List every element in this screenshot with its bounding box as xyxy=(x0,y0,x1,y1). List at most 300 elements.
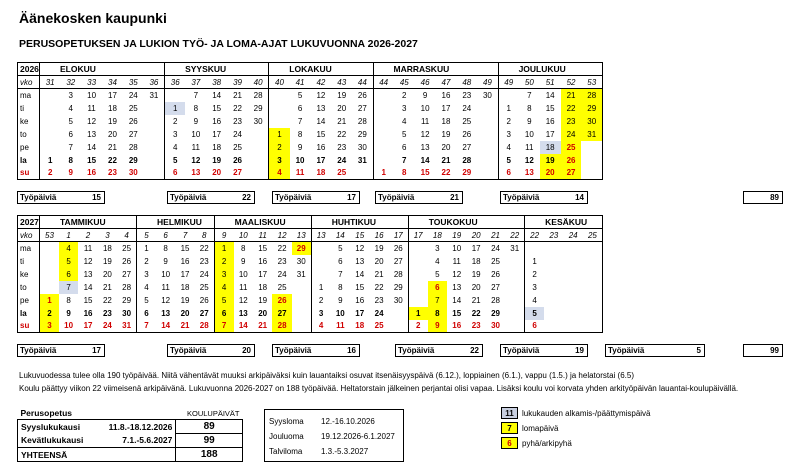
workdays-box xyxy=(500,191,588,204)
calendar-day: 18 xyxy=(102,243,112,253)
calendar-day: 3 xyxy=(498,128,519,141)
calendar-day: 3 xyxy=(40,320,59,333)
calendar-day: 3 xyxy=(68,90,73,100)
calendar-day: 20 xyxy=(258,308,268,318)
calendar-day: 28 xyxy=(122,282,132,292)
day-label: su xyxy=(18,320,40,333)
semester-total-value: 99 xyxy=(770,346,779,355)
calendar-day: 24 xyxy=(98,320,117,333)
calendar-day: 23 xyxy=(466,320,485,333)
calendar-day: 4 xyxy=(165,141,186,154)
calendar-day: 19 xyxy=(180,295,190,305)
workdays-box xyxy=(272,191,360,204)
calendar-day: 25 xyxy=(199,282,209,292)
calendar-day: 6 xyxy=(498,167,519,180)
calendar-day: 16 xyxy=(441,90,451,100)
organization-name: Äänekosken kaupunki xyxy=(19,10,167,26)
calendar-day xyxy=(583,320,603,333)
calendar-day: 11 xyxy=(290,167,311,180)
calendar-day xyxy=(583,255,603,268)
summary-col-heading: KOULUPÄIVÄT xyxy=(186,408,240,418)
calendar-day xyxy=(248,154,269,167)
week-number: 40 xyxy=(248,76,269,89)
calendar-day: 25 xyxy=(277,282,287,292)
calendar-day xyxy=(581,141,602,154)
calendar-day: 6 xyxy=(338,256,343,266)
calendar-day: 17 xyxy=(471,243,481,253)
semester-total xyxy=(743,344,783,357)
calendar-day xyxy=(40,242,59,255)
calendar-day xyxy=(477,167,498,180)
calendar-day xyxy=(373,89,394,102)
calendar-day: 28 xyxy=(462,155,472,165)
calendar-day xyxy=(40,102,61,115)
calendar-day: 29 xyxy=(456,167,477,180)
calendar-day: 21 xyxy=(471,295,481,305)
calendar-day: 16 xyxy=(81,167,102,180)
calendar-day: 5 xyxy=(165,154,186,167)
month-header: TOUKOKUU xyxy=(408,216,524,229)
calendar-day: 16 xyxy=(447,320,466,333)
calendar-day: 9 xyxy=(338,295,343,305)
calendar-day: 6 xyxy=(165,167,186,180)
week-number: 48 xyxy=(456,76,477,89)
calendar-day: 12 xyxy=(191,155,201,165)
calendar-day: 6 xyxy=(428,281,447,294)
calendar-day: 10 xyxy=(524,129,534,139)
calendar-day: 12 xyxy=(238,295,248,305)
calendar-day: 23 xyxy=(561,115,582,128)
calendar-day: 12 xyxy=(83,256,93,266)
calendar-day xyxy=(563,242,582,255)
calendar-day: 18 xyxy=(441,116,451,126)
calendar-day: 5 xyxy=(498,154,519,167)
week-number: 52 xyxy=(561,76,582,89)
week-number: 53 xyxy=(581,76,602,89)
week-number: 15 xyxy=(350,229,369,242)
workdays-count: 21 xyxy=(450,193,459,202)
calendar-day xyxy=(40,281,59,294)
calendar-day xyxy=(144,141,165,154)
calendar-day: 28 xyxy=(393,269,403,279)
calendar-day xyxy=(248,141,269,154)
calendar-day xyxy=(40,255,59,268)
week-number: 21 xyxy=(486,229,505,242)
calendar-day: 28 xyxy=(272,320,291,333)
calendar-day xyxy=(505,320,524,333)
calendar-day: 6 xyxy=(137,307,156,320)
semester-total-value: 89 xyxy=(770,193,779,202)
calendar-day: 15 xyxy=(258,243,268,253)
calendar-day: 1 xyxy=(137,242,156,255)
week-number: 13 xyxy=(292,229,311,242)
calendar-day xyxy=(292,281,311,294)
calendar-day xyxy=(144,115,165,128)
calendar-day: 27 xyxy=(491,282,500,292)
week-number: 38 xyxy=(206,76,227,89)
calendar-day: 2 xyxy=(214,255,233,268)
legend-swatch: 11 xyxy=(501,407,518,419)
calendar-day: 3 xyxy=(525,281,544,294)
week-number: 34 xyxy=(102,76,123,89)
calendar-day: 24 xyxy=(277,269,287,279)
calendar-day: 9 xyxy=(527,116,532,126)
calendar-day: 7 xyxy=(297,116,303,126)
calendar-day xyxy=(144,128,165,141)
month-header: ELOKUU xyxy=(40,63,165,76)
calendar-day: 1 xyxy=(498,102,519,115)
calendar-day: 10 xyxy=(161,269,171,279)
calendar-day: 31 xyxy=(510,243,520,253)
calendar-day xyxy=(583,307,603,320)
workdays-count: 20 xyxy=(242,346,251,355)
calendar-day: 3 xyxy=(137,268,156,281)
week-number: 44 xyxy=(373,76,394,89)
calendar-day: 3 xyxy=(402,103,407,113)
calendar-day xyxy=(477,115,498,128)
calendar-day: 10 xyxy=(452,243,462,253)
workdays-box xyxy=(17,344,105,357)
calendar-day: 8 xyxy=(428,307,447,320)
calendar-day: 19 xyxy=(258,295,268,305)
calendar-day: 16 xyxy=(258,256,268,266)
workdays-count: 5 xyxy=(696,346,701,355)
calendar-day xyxy=(477,128,498,141)
calendar-day: 20 xyxy=(540,167,561,180)
calendar-day: 5 xyxy=(137,294,156,307)
month-header: JOULUKUU xyxy=(498,63,602,76)
workdays-label: Työpäiviä xyxy=(20,193,57,202)
calendar-day xyxy=(352,167,373,180)
calendar-day xyxy=(505,294,524,307)
week-number: 19 xyxy=(447,229,466,242)
calendar-day: 9 xyxy=(241,256,246,266)
legend-text: pyhä/arkipyhä xyxy=(522,438,572,448)
calendar-day: 23 xyxy=(102,167,123,180)
workdays-label: Työpäiviä xyxy=(20,346,57,355)
calendar-day: 14 xyxy=(212,90,222,100)
calendar-day: 18 xyxy=(350,320,369,333)
calendar-day: 11 xyxy=(161,282,170,292)
calendar-day: 12 xyxy=(87,116,97,126)
calendar-day: 17 xyxy=(78,320,97,333)
calendar-day xyxy=(248,167,269,180)
calendar-day: 18 xyxy=(540,141,561,154)
calendar-day: 5 xyxy=(525,307,544,320)
calendar-day xyxy=(269,102,290,115)
calendar-day: 2 xyxy=(525,268,544,281)
calendar-day xyxy=(292,307,311,320)
calendar-day: 20 xyxy=(180,308,190,318)
calendar-day xyxy=(311,268,330,281)
calendar-day xyxy=(544,307,563,320)
calendar-day xyxy=(544,268,563,281)
calendar-day: 22 xyxy=(436,167,457,180)
calendar-day: 19 xyxy=(441,129,451,139)
calendar-day: 4 xyxy=(525,294,544,307)
workdays-box xyxy=(395,344,483,357)
month-header: MAALISKUU xyxy=(214,216,311,229)
calendar-day xyxy=(505,255,524,268)
calendar-day: 1 xyxy=(525,255,544,268)
calendar-day xyxy=(581,154,602,167)
workdays-box xyxy=(375,191,463,204)
summary-heading: Perusopetus xyxy=(18,407,96,420)
calendar-day: 14 xyxy=(452,295,462,305)
calendar-day: 6 xyxy=(68,129,73,139)
calendar-day: 26 xyxy=(272,294,291,307)
calendar-day xyxy=(563,307,582,320)
workdays-label: Työpäiviä xyxy=(503,193,540,202)
calendar-day xyxy=(563,268,582,281)
calendar-day: 27 xyxy=(199,308,209,318)
calendar-day: 3 xyxy=(435,243,440,253)
week-number: 33 xyxy=(81,76,102,89)
week-number: 23 xyxy=(544,229,563,242)
month-header: SYYSKUU xyxy=(165,63,269,76)
calendar-day: 15 xyxy=(355,282,365,292)
calendar-day xyxy=(269,115,290,128)
calendar-day: 8 xyxy=(163,243,168,253)
month-header: MARRASKUU xyxy=(373,63,498,76)
calendar-day: 5 xyxy=(435,269,440,279)
calendar-day: 1 xyxy=(373,167,394,180)
calendar-day: 27 xyxy=(227,167,248,180)
calendar-day: 1 xyxy=(40,294,59,307)
calendar-day xyxy=(544,294,563,307)
calendar-day: 2 xyxy=(311,294,330,307)
calendar-day: 4 xyxy=(68,103,73,113)
calendar-day: 24 xyxy=(128,90,138,100)
calendar-day: 9 xyxy=(66,308,71,318)
calendar-day xyxy=(292,294,311,307)
calendar-day: 7 xyxy=(68,142,73,152)
calendar-day: 3 xyxy=(214,268,233,281)
calendar-day: 19 xyxy=(374,243,384,253)
calendar-day: 20 xyxy=(441,142,451,152)
calendar-day: 27 xyxy=(462,142,472,152)
calendar-day xyxy=(408,281,427,294)
week-number: 11 xyxy=(253,229,272,242)
calendar-day: 26 xyxy=(561,154,582,167)
workdays-count: 14 xyxy=(575,193,584,202)
calendar-day: 4 xyxy=(269,167,290,180)
week-number: 44 xyxy=(352,76,373,89)
calendar-day: 26 xyxy=(491,269,500,279)
calendar-day xyxy=(248,128,269,141)
calendar-day: 4 xyxy=(214,281,233,294)
calendar-day: 7 xyxy=(214,320,233,333)
calendar-day: 23 xyxy=(277,256,287,266)
summary-label: Syyslukukausi xyxy=(21,421,81,432)
week-number: 22 xyxy=(525,229,544,242)
calendar-day: 2 xyxy=(402,90,407,100)
calendar-day: 17 xyxy=(108,90,117,100)
calendar-day: 24 xyxy=(374,308,384,318)
month-header: LOKAKUU xyxy=(269,63,373,76)
calendar-day: 13 xyxy=(355,256,365,266)
week-number: 39 xyxy=(227,76,248,89)
week-number: 9 xyxy=(214,229,233,242)
calendar-day: 24 xyxy=(561,128,582,141)
calendar-day: 23 xyxy=(462,90,472,100)
calendar-day: 25 xyxy=(491,256,500,266)
calendar-day: 14 xyxy=(87,142,97,152)
calendar-day: 26 xyxy=(357,90,367,100)
week-number: 53 xyxy=(40,229,59,242)
calendar-day: 22 xyxy=(337,129,347,139)
calendar-day xyxy=(505,268,524,281)
calendar-day: 2 xyxy=(40,167,61,180)
calendar-day xyxy=(165,89,186,102)
calendar-day: 13 xyxy=(519,167,540,180)
calendar-day: 21 xyxy=(561,89,582,102)
calendar-day xyxy=(408,242,427,255)
calendar-day: 8 xyxy=(193,103,199,113)
calendar-day: 30 xyxy=(122,308,132,318)
calendar-day: 5 xyxy=(402,129,407,139)
calendar-day: 20 xyxy=(206,167,227,180)
calendar-day: 21 xyxy=(441,155,451,165)
calendar-day xyxy=(544,255,563,268)
calendar-day xyxy=(311,242,330,255)
calendar-day: 6 xyxy=(59,268,78,281)
week-number: 40 xyxy=(269,76,290,89)
calendar-day: 22 xyxy=(561,102,582,115)
holiday-dates: 19.12.2026-6.1.2027 xyxy=(321,432,395,441)
calendar-day: 18 xyxy=(471,256,481,266)
calendar-day: 18 xyxy=(258,282,268,292)
week-number: 14 xyxy=(331,229,350,242)
workdays-count: 17 xyxy=(347,193,356,202)
calendar-day: 19 xyxy=(337,90,347,100)
calendar-day: 22 xyxy=(374,282,384,292)
calendar-day: 21 xyxy=(102,282,112,292)
calendar-day: 12 xyxy=(161,295,171,305)
holiday-dates: 12.-16.10.2026 xyxy=(321,417,375,426)
calendar-day: 31 xyxy=(149,90,159,100)
calendar-day: 11 xyxy=(452,256,461,266)
calendar-day: 16 xyxy=(355,295,365,305)
calendar-day: 3 xyxy=(165,128,186,141)
month-header: KESÄKUU xyxy=(525,216,603,229)
week-number: 4 xyxy=(117,229,136,242)
calendar-day: 2 xyxy=(137,255,156,268)
summary-total: 188 xyxy=(176,448,243,462)
calendar-day: 14 xyxy=(234,320,253,333)
calendar-day xyxy=(373,141,394,154)
calendar-day: 9 xyxy=(428,320,447,333)
calendar-day xyxy=(40,128,61,141)
calendar-day xyxy=(389,307,408,320)
calendar-day: 30 xyxy=(486,320,505,333)
summary-total-label: YHTEENSÄ xyxy=(21,449,68,460)
calendar-day: 10 xyxy=(420,103,430,113)
calendar-day: 2 xyxy=(269,141,290,154)
calendar-day: 28 xyxy=(253,90,263,100)
calendar-day: 29 xyxy=(122,295,132,305)
calendar-day: 26 xyxy=(122,256,132,266)
calendar-day: 12 xyxy=(316,90,326,100)
calendar-day xyxy=(583,281,603,294)
week-number: 17 xyxy=(408,229,427,242)
calendar-day: 9 xyxy=(297,142,303,152)
calendar-day: 30 xyxy=(393,295,403,305)
week-number: 50 xyxy=(519,76,540,89)
calendar-day: 28 xyxy=(357,116,367,126)
week-number: 49 xyxy=(498,76,519,89)
calendar-day: 15 xyxy=(87,155,97,165)
calendar-day: 16 xyxy=(545,116,555,126)
calendar-day: 23 xyxy=(102,308,112,318)
week-number: 36 xyxy=(165,76,186,89)
calendar-day: 2 xyxy=(498,115,519,128)
calendar-day: 30 xyxy=(296,256,306,266)
calendar-day: 18 xyxy=(212,142,222,152)
year-label: 2027 xyxy=(18,216,40,229)
day-label: pe xyxy=(18,141,40,154)
calendar-day: 20 xyxy=(471,282,481,292)
calendar-day: 24 xyxy=(337,155,347,165)
calendar-day: 1 xyxy=(165,102,186,115)
day-label: to xyxy=(18,281,40,294)
calendar-day: 7 xyxy=(428,294,447,307)
legend-swatch: 6 xyxy=(501,437,518,449)
calendar-day: 12 xyxy=(524,155,534,165)
day-label: ti xyxy=(18,102,40,115)
week-number: 3 xyxy=(98,229,117,242)
calendar-day: 15 xyxy=(452,308,462,318)
day-label: to xyxy=(18,128,40,141)
workdays-box xyxy=(272,344,360,357)
calendar-day: 13 xyxy=(238,308,248,318)
calendar-day: 30 xyxy=(253,116,263,126)
calendar-day: 31 xyxy=(581,128,602,141)
calendar-day: 21 xyxy=(337,116,347,126)
calendar-day: 6 xyxy=(214,307,233,320)
calendar-day: 17 xyxy=(180,269,190,279)
calendar-day: 6 xyxy=(297,103,303,113)
calendar-day: 8 xyxy=(527,103,532,113)
calendar-day xyxy=(373,154,394,167)
week-number: 1 xyxy=(59,229,78,242)
calendar-day: 9 xyxy=(422,90,428,100)
calendar-day: 10 xyxy=(335,308,345,318)
calendar-day: 14 xyxy=(420,155,430,165)
week-number: 36 xyxy=(144,76,165,89)
calendar-day: 24 xyxy=(491,243,500,253)
calendar-day: 27 xyxy=(128,129,138,139)
calendar-day: 8 xyxy=(297,129,303,139)
holiday-name: Talviloma xyxy=(269,447,303,456)
calendar-day: 22 xyxy=(108,155,117,165)
day-label: la xyxy=(18,154,40,167)
calendar-day: 27 xyxy=(561,167,582,180)
calendar-day: 22 xyxy=(102,295,112,305)
workdays-box xyxy=(605,344,705,357)
calendar-day xyxy=(477,154,498,167)
calendar-day xyxy=(408,268,427,281)
calendar-day: 27 xyxy=(393,256,403,266)
workdays-box xyxy=(167,344,255,357)
week-number: 42 xyxy=(310,76,331,89)
calendar-day: 25 xyxy=(233,142,242,152)
calendar-day: 6 xyxy=(402,142,407,152)
calendar-day xyxy=(373,115,394,128)
calendar-day: 15 xyxy=(83,295,93,305)
calendar-day: 20 xyxy=(337,103,347,113)
calendar-day: 13 xyxy=(87,129,97,139)
